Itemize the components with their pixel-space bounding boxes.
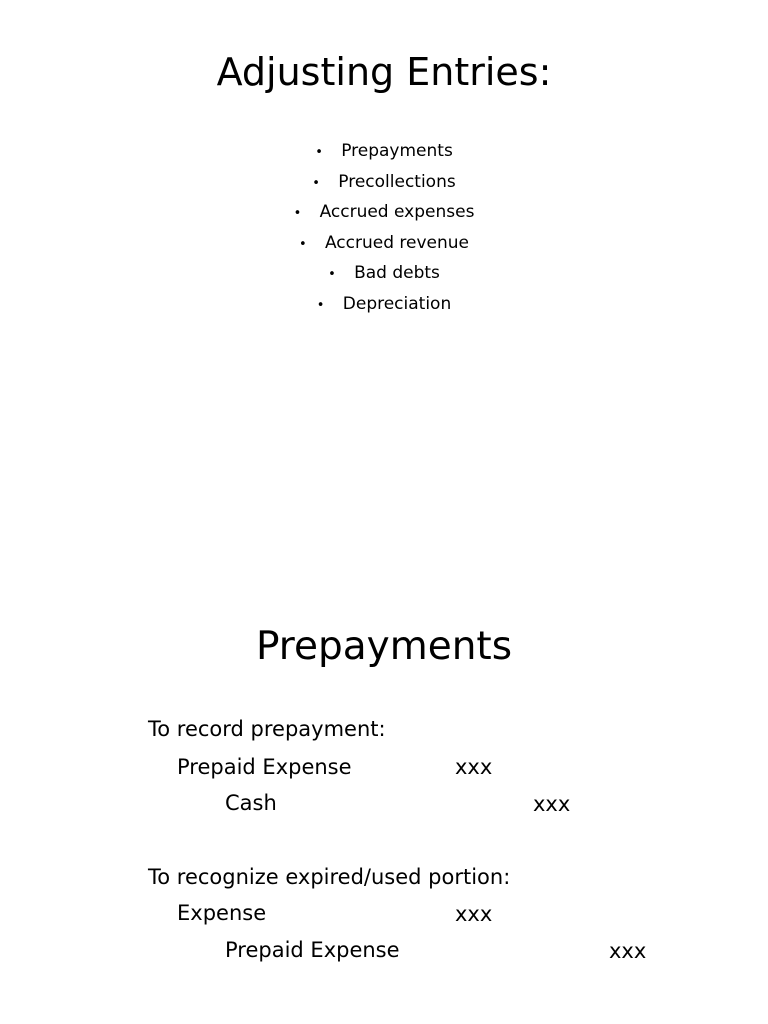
list-item-label: Depreciation bbox=[342, 293, 452, 314]
credit-amount: xxx bbox=[609, 939, 647, 963]
credit-account: Cash bbox=[225, 791, 277, 815]
credit-account: Prepaid Expense bbox=[225, 938, 400, 962]
debit-account: Expense bbox=[177, 901, 267, 925]
list-item-label: Precollections bbox=[338, 171, 456, 192]
entry-heading: To recognize expired/used portion: bbox=[148, 865, 511, 889]
debit-amount: xxx bbox=[455, 902, 493, 926]
credit-amount: xxx bbox=[533, 792, 571, 816]
debit-account: Prepaid Expense bbox=[177, 755, 352, 779]
bullet-icon: • bbox=[298, 236, 307, 252]
list-item bbox=[0, 197, 768, 228]
list-item-label: Accrued revenue bbox=[324, 232, 470, 253]
bullet-icon: • bbox=[328, 267, 336, 283]
entry-heading: To record prepayment: bbox=[148, 717, 386, 741]
bullet-icon: • bbox=[315, 145, 323, 160]
bullet-list bbox=[0, 136, 768, 320]
slide-title: Adjusting Entries: bbox=[216, 50, 552, 94]
slide-prepayments bbox=[0, 512, 768, 1024]
list-item bbox=[0, 289, 768, 320]
list-item-label: Accrued expenses bbox=[319, 202, 475, 223]
slide-title: Prepayments bbox=[255, 624, 513, 669]
bullet-icon: • bbox=[293, 206, 302, 222]
debit-amount: xxx bbox=[455, 755, 493, 779]
bullet-icon: • bbox=[316, 297, 325, 313]
list-item bbox=[0, 258, 768, 289]
list-item-label: Bad debts bbox=[354, 263, 440, 284]
list-item bbox=[0, 228, 768, 259]
list-item bbox=[0, 167, 768, 198]
bullet-icon: • bbox=[312, 175, 320, 191]
list-item-label: Prepayments bbox=[341, 141, 453, 161]
journal-entries bbox=[0, 512, 768, 1024]
list-item bbox=[0, 136, 768, 167]
